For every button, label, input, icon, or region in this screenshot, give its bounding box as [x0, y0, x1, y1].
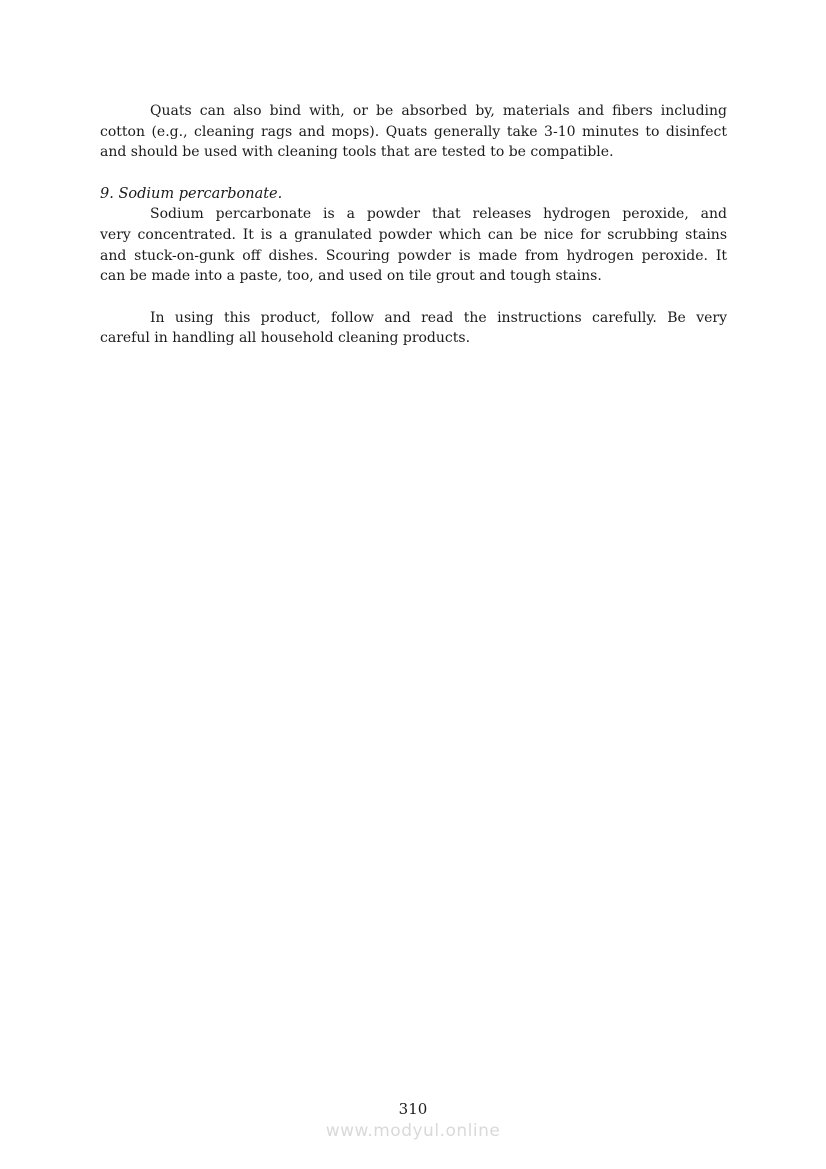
- watermark-url: www.modyul.online: [325, 1121, 501, 1141]
- paragraph-line: very concentrated. It is a granulated powder which can be nice for scrubbing stains: [100, 226, 727, 243]
- paragraph-line: Quats can also bind with, or be absorbed by, materials and fibers including: [150, 103, 727, 119]
- page-content: [100, 101, 727, 370]
- paragraph-line: cotton (e.g., cleaning rags and mops). Quats generally take 3-10 minutes to disinfect: [100, 123, 727, 140]
- section-heading-sodium-percarbonate: 9. Sodium percarbonate.: [100, 185, 283, 202]
- paragraph-line: In using this product, follow and read the instructions carefully. Be very: [150, 309, 727, 326]
- paragraph-line: Sodium percarbonate is a powder that releases hydrogen peroxide, and: [150, 206, 727, 223]
- paragraph-line: careful in handling all household cleaning products.: [100, 330, 471, 347]
- paragraph-line: and stuck-on-gunk off dishes. Scouring powder is made from hydrogen peroxide. It: [100, 247, 727, 264]
- page-number: 310: [398, 1100, 428, 1118]
- paragraph-sodium-percarbonate: [100, 204, 727, 286]
- paragraph-instructions: [100, 308, 727, 349]
- paragraph-quats: [100, 101, 727, 163]
- paragraph-line: can be made into a paste, too, and used on tile grout and tough stains.: [100, 268, 602, 285]
- paragraph-line: and should be used with cleaning tools that are tested to be compatible.: [100, 144, 614, 161]
